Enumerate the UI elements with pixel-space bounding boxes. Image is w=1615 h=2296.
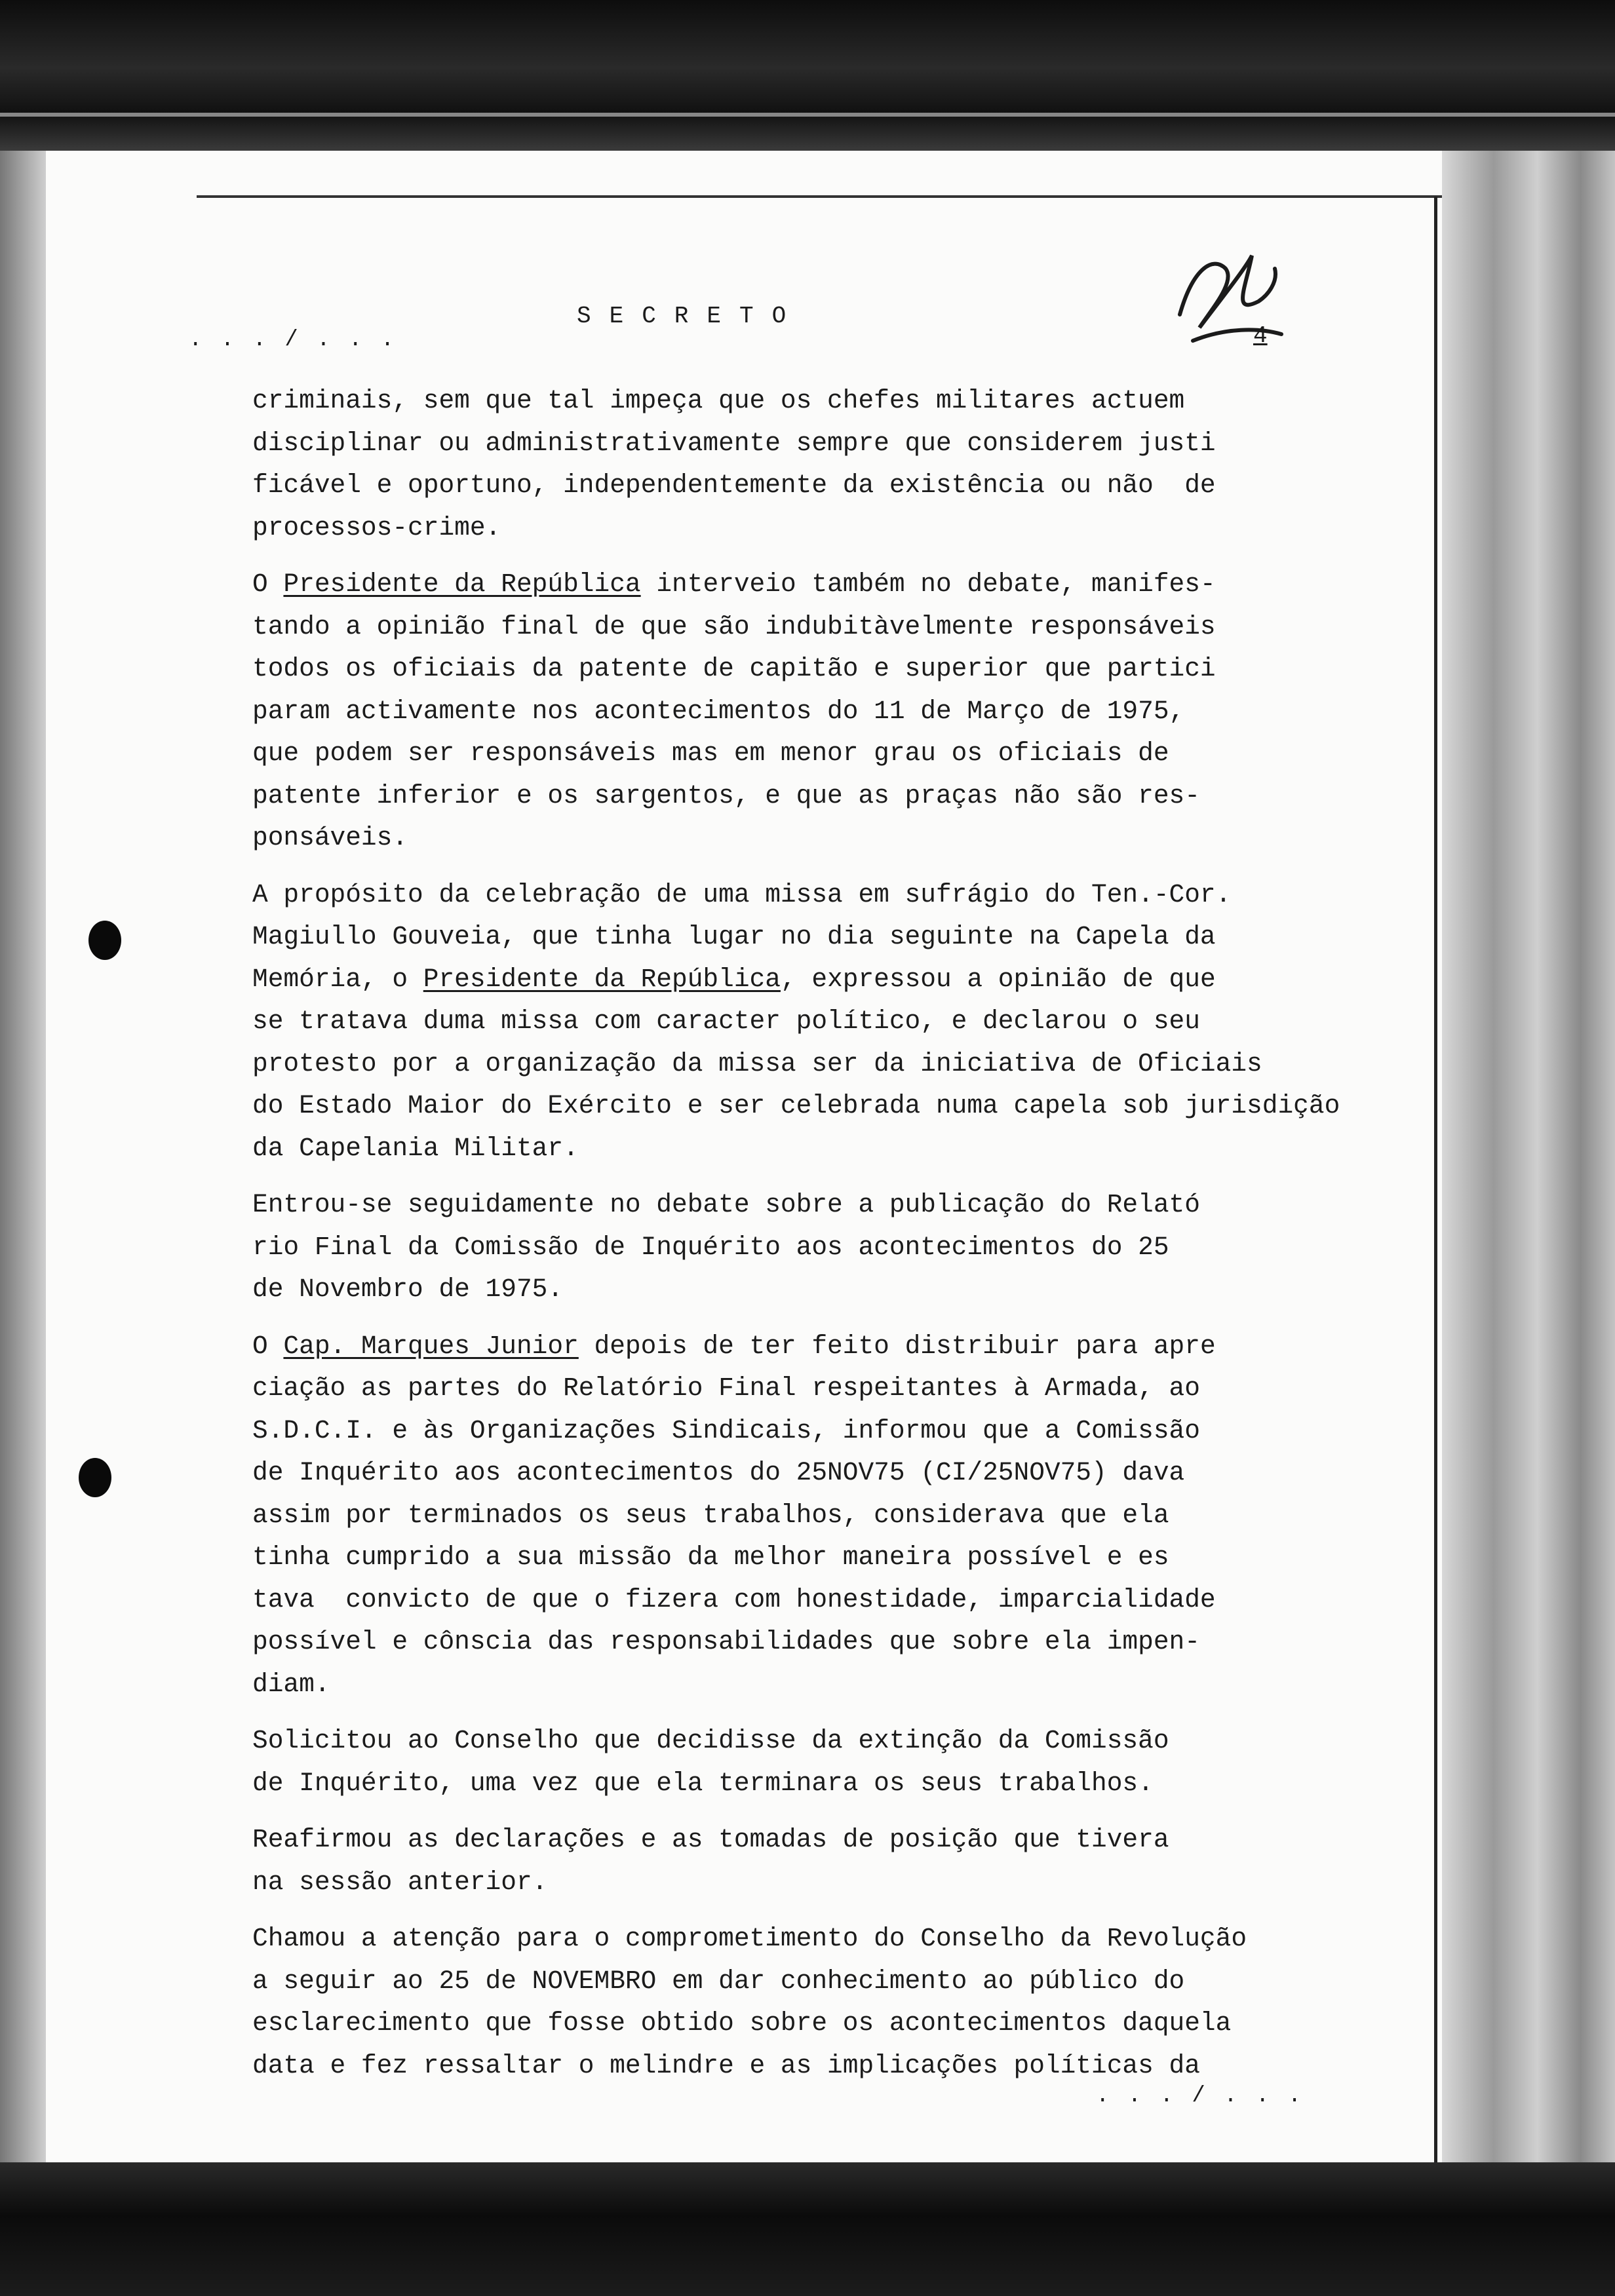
text-line [252,1862,1301,1904]
paragraph [252,1184,1301,1311]
text-segment: S.D.C.I. e às Organizações Sindicais, informou que a Comissão [252,1415,1200,1445]
paragraph [252,380,1301,549]
paragraph [252,1720,1301,1805]
text-segment: ponsáveis. [252,823,408,852]
text-segment: todos os oficiais da patente de capitão e superior que partici [252,654,1216,683]
text-segment: esclarecimento que fosse obtido sobre os acontecimentos daquela [252,2008,1232,2038]
text-segment: de Novembro de 1975. [252,1274,564,1304]
scan-border-top [0,0,1615,151]
text-segment: rio Final da Comissão de Inquérito aos acontecimentos do 25 [252,1232,1169,1262]
text-segment: da Capelania Militar. [252,1133,579,1163]
underlined-name: Presidente da República [423,964,781,994]
text-line [252,1664,1301,1706]
scan-border-right [1442,151,1615,2162]
text-line [252,1184,1301,1227]
text-segment: de Inquérito, uma vez que ela terminara os seus trabalhos. [252,1768,1154,1798]
text-line [252,1918,1301,1961]
text-line [252,1085,1340,1128]
punch-hole [79,1458,111,1497]
underlined-name: Presidente da República [283,569,641,599]
text-segment: que podem ser responsáveis mas em menor grau os oficiais de [252,738,1169,768]
paragraph [252,874,1340,1170]
text-segment: O [252,1331,284,1361]
text-segment: tando a opinião final de que são indubitàvelmente responsáveis [252,611,1216,641]
text-segment: data e fez ressaltar o melindre e as implicações políticas da [252,2050,1200,2080]
text-line [252,874,1301,917]
text-line [252,648,1301,691]
text-segment: , expressou a opinião de que [780,964,1216,994]
text-segment: a seguir ao 25 de NOVEMBRO em dar conhecimento ao público do [252,1966,1185,1996]
continuation-mark-top: . . . / . . . [189,328,397,353]
text-segment: do Estado Maior do Exército e ser celebrada numa capela sob jurisdição [252,1091,1340,1120]
text-line [252,606,1301,649]
text-line [252,1269,1301,1311]
text-line [252,564,1301,606]
text-line [252,1495,1301,1537]
text-line [252,959,1301,1001]
text-line [252,380,1301,423]
underlined-name: Cap. Marques Junior [283,1331,579,1361]
text-line [252,916,1301,959]
text-segment: na sessão anterior. [252,1867,548,1897]
text-segment: protesto por a organização da missa ser da iniciativa de Oficiais [252,1048,1262,1079]
text-segment: depois de ter feito distribuir para apre [578,1331,1216,1361]
text-segment: interveio também no debate, manifes- [640,569,1216,599]
paragraph [252,1918,1301,2087]
text-line [252,1001,1301,1043]
document-body [252,380,1340,2087]
text-line [252,691,1301,733]
text-segment: Entrou-se seguidamente no debate sobre a publicação do Relató [252,1190,1200,1219]
text-segment: A propósito da celebração de uma missa em sufrágio do Ten.-Cor. [252,879,1232,909]
text-line [252,1410,1301,1453]
scan-artifact-line [0,113,1615,117]
text-segment: assim por terminados os seus trabalhos, considerava que ela [252,1500,1169,1530]
text-line [252,465,1301,507]
page-top-edge [197,195,1442,198]
text-line [252,1819,1301,1862]
text-line [252,1326,1301,1368]
text-segment: diam. [252,1669,330,1699]
text-line [252,733,1301,775]
text-line [252,1720,1301,1763]
text-line [252,1579,1301,1622]
text-line [252,1128,1301,1170]
text-line [252,1452,1301,1495]
text-segment: processos-crime. [252,512,501,543]
text-line [252,817,1301,860]
text-segment: param activamente nos acontecimentos do 11 de Março de 1975, [252,696,1185,726]
paragraph [252,1819,1301,1904]
text-segment: Memória, o [252,964,423,994]
text-segment: se tratava duma missa com caracter político, e declarou o seu [252,1006,1200,1036]
text-segment: Reafirmou as declarações e as tomadas de posição que tivera [252,1825,1169,1854]
text-line [252,775,1301,818]
scan-border-left [0,151,46,2162]
text-line [252,2045,1301,2088]
text-segment: disciplinar ou administrativamente sempre que considerem justi [252,428,1216,458]
text-segment: possível e cônscia das responsabilidades que sobre ela impen- [252,1627,1200,1656]
scan-border-bottom [0,2162,1615,2296]
classification-header: SECRETO [577,303,805,330]
text-line [252,1961,1301,2003]
punch-hole [88,921,121,960]
text-segment: ficável e oportuno, independentemente da existência ou não de [252,470,1216,500]
text-line [252,1227,1301,1269]
page-number: 4 [1253,322,1268,349]
text-segment: criminais, sem que tal impeça que os chefes militares actuem [252,386,1185,415]
text-segment: O [252,569,284,599]
paragraph [252,1326,1301,1706]
page-right-edge [1434,197,1437,2162]
text-segment: Solicitou ao Conselho que decidisse da extinção da Comissão [252,1726,1169,1755]
text-segment: patente inferior e os sargentos, e que as praças não são res- [252,780,1200,811]
text-line [252,1621,1301,1664]
text-line [252,1763,1301,1805]
continuation-mark-bottom: . . . / . . . [1096,2084,1304,2109]
text-line [252,1368,1301,1410]
text-segment: ciação as partes do Relatório Final respeitantes à Armada, ao [252,1373,1200,1403]
text-line [252,2002,1301,2045]
text-line [252,507,1301,550]
text-segment: Magiullo Gouveia, que tinha lugar no dia seguinte na Capela da [252,922,1216,951]
text-segment: de Inquérito aos acontecimentos do 25NOV75 (CI/25NOV75) dava [252,1458,1185,1487]
text-line [252,423,1301,465]
text-segment: tinha cumprido a sua missão da melhor maneira possível e es [252,1542,1169,1572]
text-segment: tava convicto de que o fizera com honestidade, imparcialidade [252,1584,1216,1615]
text-segment: Chamou a atenção para o comprometimento do Conselho da Revolução [252,1924,1247,1953]
text-line [252,1537,1301,1579]
paragraph [252,564,1301,860]
text-line [252,1043,1301,1086]
